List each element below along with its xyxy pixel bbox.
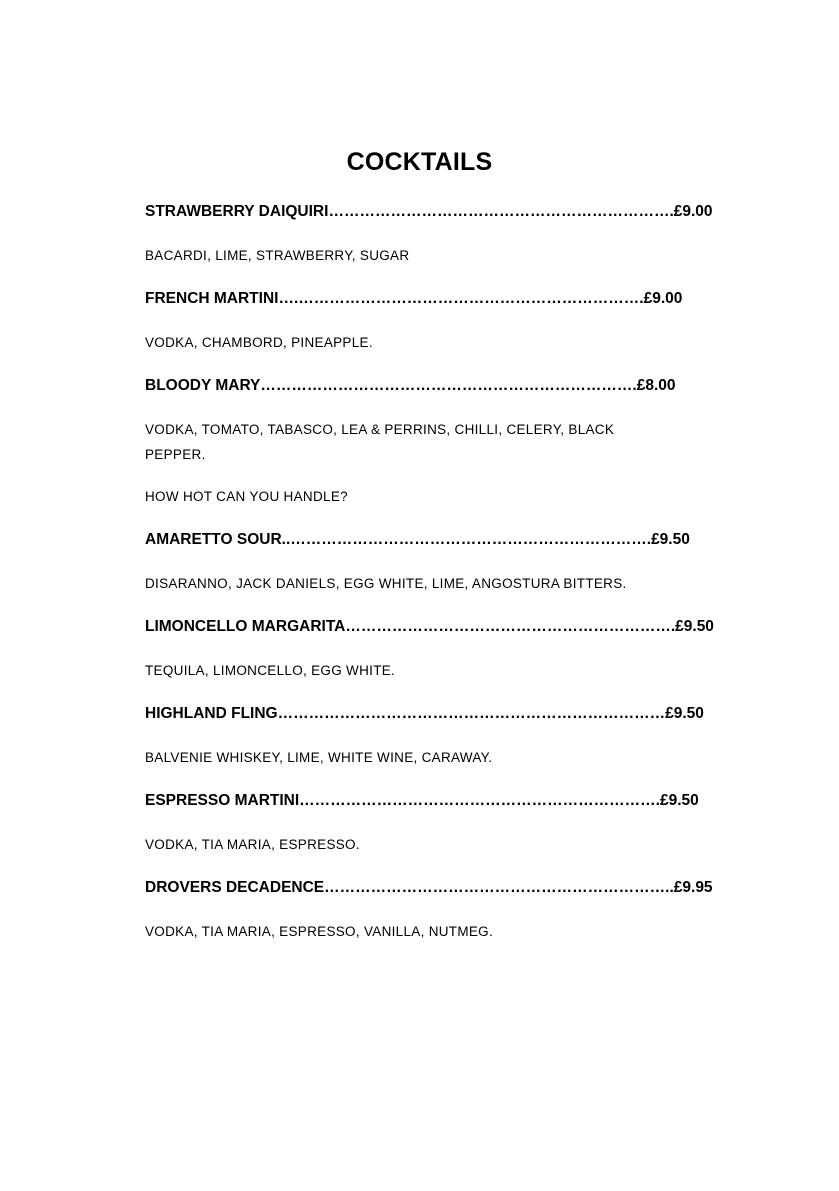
cocktail-list	[145, 201, 714, 944]
item-name: DROVERS DECADENCE	[145, 879, 325, 896]
item-heading	[145, 616, 714, 638]
item-heading	[145, 790, 705, 812]
menu-item	[145, 877, 713, 944]
item-heading	[145, 529, 705, 551]
item-heading	[145, 703, 705, 725]
item-leader-dots: ………………………………………………………….	[328, 203, 674, 220]
item-name: BLOODY MARY	[145, 377, 261, 394]
item-description: VODKA, CHAMBORD, PINEAPPLE.	[145, 335, 373, 350]
item-name: HIGHLAND FLING	[145, 705, 278, 722]
item-leader-dots: ..…………………………………………………………….	[281, 531, 652, 548]
menu-item	[145, 288, 705, 375]
item-name: STRAWBERRY DAIQUIRI	[145, 203, 329, 220]
item-price: £9.00	[673, 203, 713, 220]
item-price: £9.50	[675, 618, 714, 635]
item-price: £9.00	[643, 290, 683, 307]
item-price: £9.50	[651, 531, 690, 548]
menu-item	[145, 616, 714, 703]
item-name: ESPRESSO MARTINI	[145, 792, 300, 809]
item-description: VODKA, TIA MARIA, ESPRESSO.	[145, 837, 360, 852]
menu-item	[145, 703, 705, 790]
item-leader-dots: ……………………………………………………….	[345, 618, 676, 635]
item-leader-dots: …………………………………………………………………	[277, 705, 666, 722]
item-description: BALVENIE WHISKEY, LIME, WHITE WINE, CARAWAY.	[145, 750, 493, 765]
item-note: HOW HOT CAN YOU HANDLE?	[145, 489, 348, 504]
menu-item	[145, 529, 705, 616]
item-price: £8.00	[636, 377, 676, 394]
item-heading	[145, 201, 713, 223]
menu-item	[145, 790, 705, 877]
item-description: TEQUILA, LIMONCELLO, EGG WHITE.	[145, 663, 396, 678]
item-name: FRENCH MARTINI	[145, 290, 279, 307]
menu-item	[145, 375, 705, 529]
item-leader-dots: ….………………………………………………………….	[278, 290, 644, 307]
menu-item	[145, 201, 713, 288]
item-heading	[145, 375, 705, 397]
item-description: BACARDI, LIME, STRAWBERRY, SUGAR	[145, 248, 410, 263]
item-description: VODKA, TIA MARIA, ESPRESSO, VANILLA, NUTMEG.	[145, 924, 494, 939]
item-leader-dots: …………………………………………………………….	[299, 792, 660, 809]
item-description: DISARANNO, JACK DANIELS, EGG WHITE, LIME, ANGOSTURA BITTERS.	[145, 576, 627, 591]
item-heading	[145, 877, 713, 899]
item-leader-dots: …………………………………………………………..	[324, 879, 674, 896]
item-price: £9.50	[665, 705, 704, 722]
item-name: LIMONCELLO MARGARITA	[145, 618, 346, 635]
page-title: COCKTAILS	[346, 148, 493, 176]
item-leader-dots: ……………………………………………………………….	[260, 377, 637, 394]
item-price: £9.95	[673, 879, 713, 896]
item-heading	[145, 288, 705, 310]
item-price: £9.50	[659, 792, 699, 809]
item-name: AMARETTO SOUR	[145, 531, 282, 548]
item-description: VODKA, TOMATO, TABASCO, LEA & PERRINS, CHILLI, CELERY, BLACK PEPPER.	[145, 422, 615, 462]
